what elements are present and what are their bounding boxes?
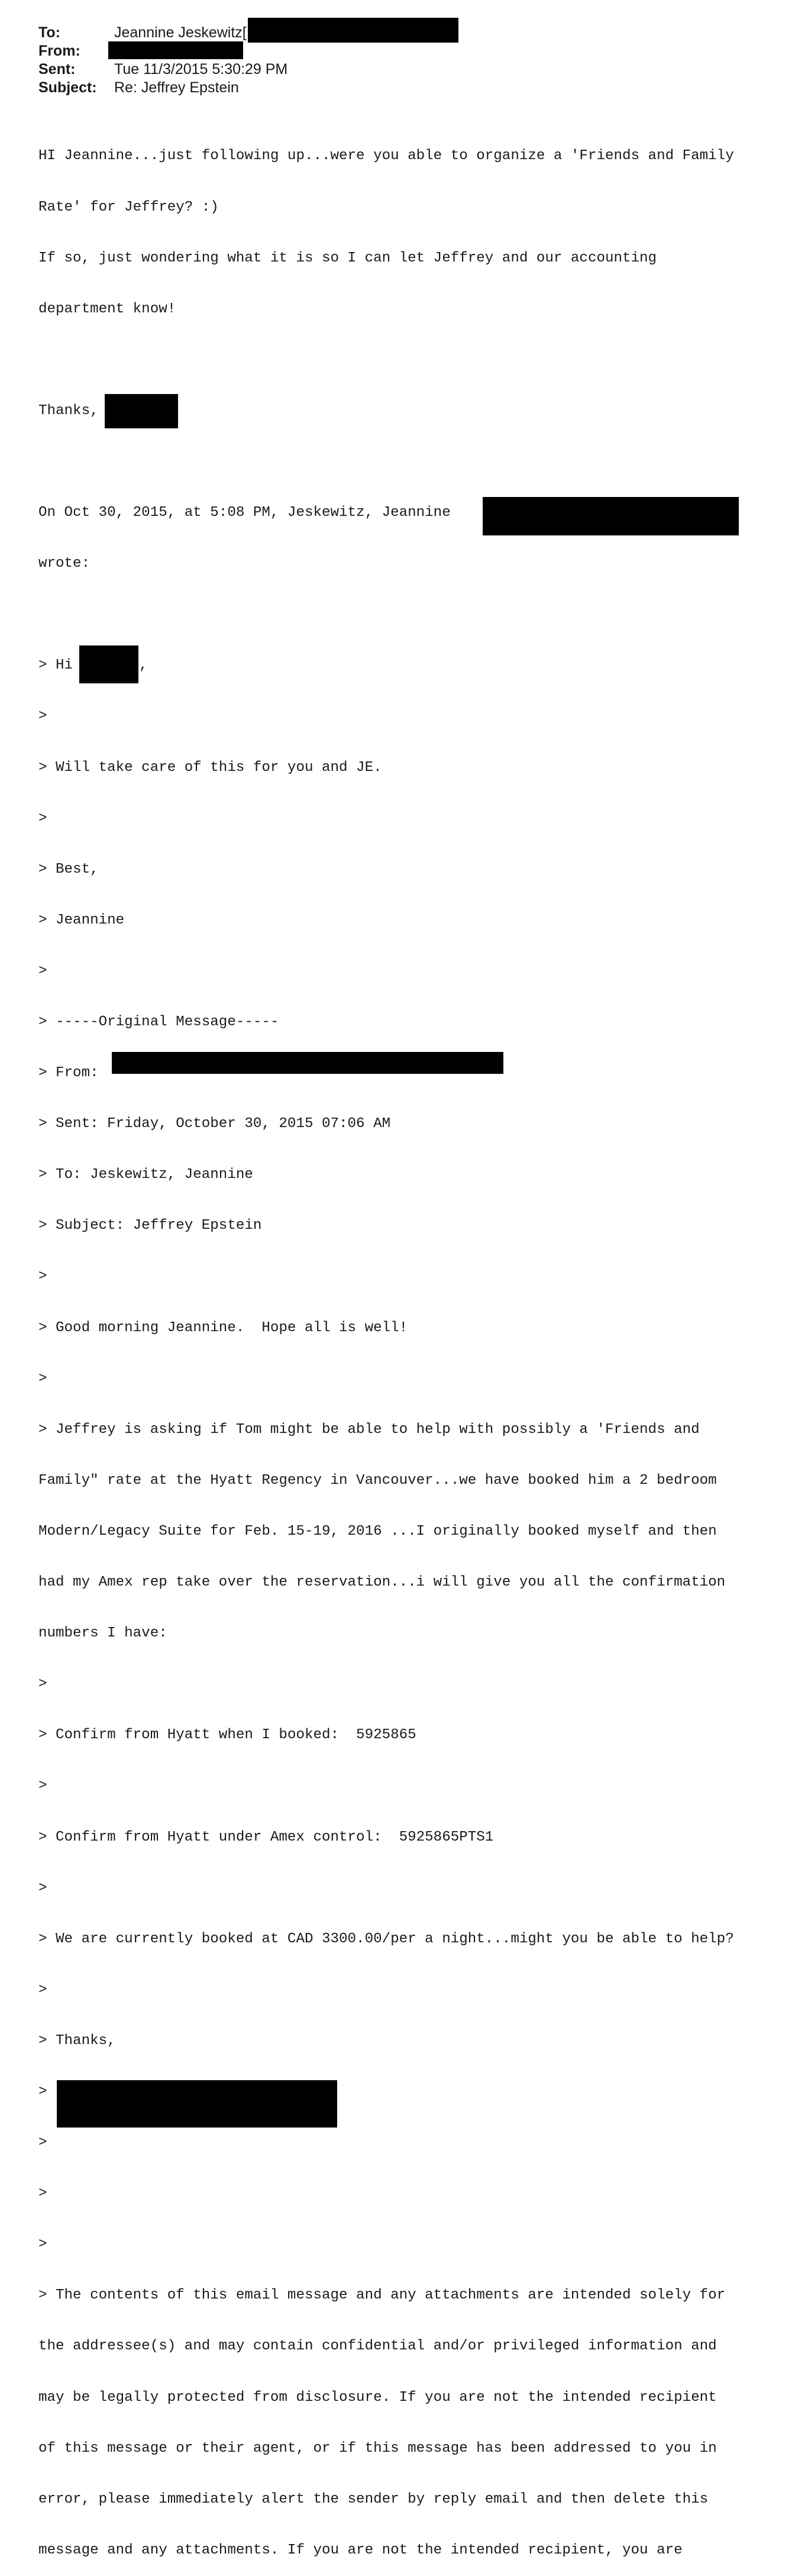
to-label: To: [38,24,61,41]
body-line: > Good morning Jeannine. Hope all is well! [38,1319,408,1336]
to-value [114,24,458,43]
body-line: If so, just wondering what it is so I can let Jeffrey and our accounting [38,250,657,266]
body-line: > We are currently booked at CAD 3300.00/per a night...might you be able to help? [38,1931,734,1947]
quote-marker: > [38,2135,47,2151]
body-line: error, please immediately alert the sender by reply email and then delete this [38,2491,709,2507]
on-line [38,505,784,522]
redaction-bar [105,394,178,428]
body-line: HI Jeannine...just following up...were you able to organize a 'Friends and Family [38,148,734,164]
redaction-bar [79,645,138,683]
sent-label: Sent: [38,61,76,78]
hi-text: > Hi [38,657,73,674]
blank-line [38,454,784,471]
quote-marker: > [38,2236,47,2253]
quote-marker: > [38,1778,47,1794]
attribution-text: On Oct 30, 2015, at 5:08 PM, Jeskewitz, Jeannine [38,505,451,521]
body-line: > Confirm from Hyatt when I booked: 5925865 [38,1727,416,1744]
blank-line [38,352,784,369]
body-line: > Sent: Friday, October 30, 2015 07:06 AM [38,1116,391,1132]
quote-marker: > [38,708,47,725]
signature-line-1 [38,2084,784,2101]
redaction-bar [112,1052,503,1074]
quote-marker: > [38,2186,47,2202]
body-line: message and any attachments. If you are not the intended recipient, you are [38,2542,683,2558]
thanks-text: Thanks, [38,402,99,419]
subject-value: Re: Jeffrey Epstein [114,79,239,96]
body-line: > Subject: Jeffrey Epstein [38,1218,262,1234]
from-value [114,42,243,60]
email-body [38,114,784,2576]
orig-from-text: > From: [38,1065,99,1082]
body-line: may be legally protected from disclosure. If you are not the intended recipient [38,2389,717,2406]
body-line: > Confirm from Hyatt under Amex control: 5925865PTS1 [38,1829,494,1845]
body-line: > To: Jeskewitz, Jeannine [38,1167,253,1183]
body-line: > -----Original Message----- [38,1014,279,1030]
body-line: > The contents of this email message and any attachments are intended solely for [38,2287,726,2304]
body-line: > Best, [38,861,99,877]
hi-line [38,657,784,674]
sent-value: Tue 11/3/2015 5:30:29 PM [114,61,288,78]
redaction-bar [483,497,739,535]
redaction-bar [248,18,458,43]
body-line: > Jeffrey is asking if Tom might be able to help with possibly a 'Friends and [38,1421,700,1438]
body-line: Rate' for Jeffrey? :) [38,199,219,215]
body-line: > Thanks, [38,2032,116,2049]
hi-comma: , [139,657,148,674]
quote-marker: > [38,2083,47,2100]
body-line: department know! [38,301,176,317]
body-line: had my Amex rep take over the reservation...i will give you all the confirmation [38,1574,726,1591]
thanks-line [38,403,784,420]
body-line: > Jeannine [38,912,125,928]
quote-marker: > [38,1676,47,1693]
to-name: Jeannine Jeskewitz[ [114,24,247,41]
quote-marker: > [38,1370,47,1387]
quote-marker: > [38,963,47,979]
body-line: Modern/Legacy Suite for Feb. 15-19, 2016 ...I originally booked myself and then [38,1523,717,1539]
redaction-bar [57,2080,337,2128]
orig-from-line [38,1065,784,1082]
body-line: the addressee(s) and may contain confidential and/or privileged information and [38,2338,717,2355]
body-line: numbers I have: [38,1625,167,1642]
body-line: Family" rate at the Hyatt Regency in Vancouver...we have booked him a 2 bedroom [38,1472,717,1489]
body-line: of this message or their agent, or if this message has been addressed to you in [38,2440,717,2456]
from-label: From: [38,43,80,59]
subject-label: Subject: [38,79,97,96]
redaction-bar [108,41,243,59]
quote-marker: > [38,1880,47,1896]
blank-line [38,606,784,624]
body-line: > Will take care of this for you and JE. [38,759,382,776]
quote-marker: > [38,810,47,827]
body-line: wrote: [38,556,91,572]
quote-marker: > [38,1981,47,1998]
quote-marker: > [38,1268,47,1285]
